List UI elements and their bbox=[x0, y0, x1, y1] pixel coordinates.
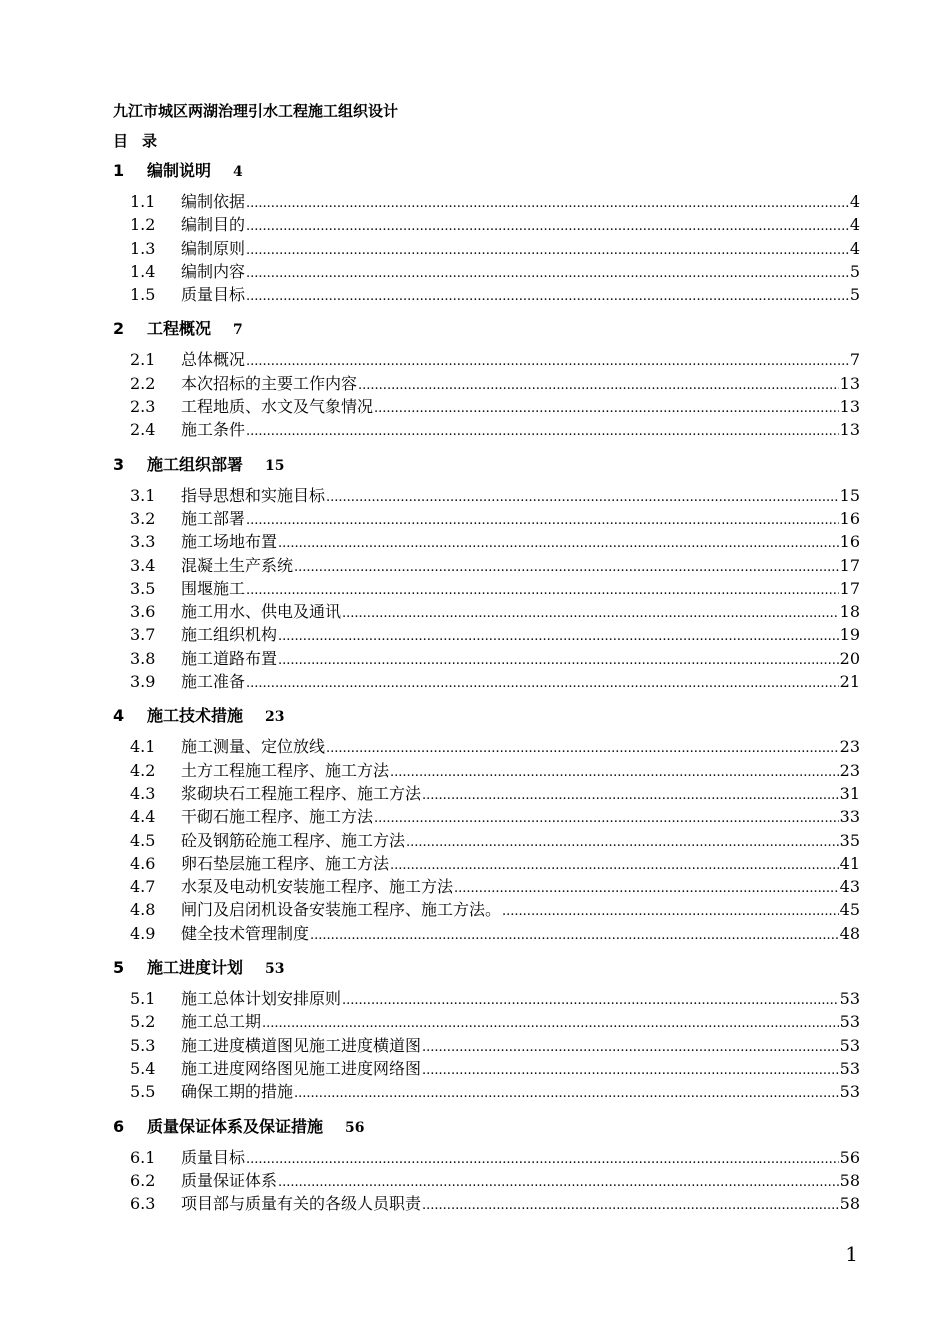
entry-page: 4 bbox=[849, 238, 860, 258]
toc-section-heading[interactable] bbox=[113, 158, 860, 184]
section-page: 53 bbox=[265, 961, 285, 978]
toc-entry[interactable] bbox=[113, 1034, 860, 1057]
entry-number: 5.3 bbox=[130, 1035, 156, 1055]
entry-page: 58 bbox=[839, 1194, 860, 1214]
section-page: 4 bbox=[233, 164, 243, 180]
entry-page: 56 bbox=[839, 1147, 860, 1167]
toc-section-heading[interactable] bbox=[113, 316, 860, 342]
dot-leader bbox=[326, 486, 839, 509]
entry-number: 2.3 bbox=[130, 397, 156, 417]
section-page: 7 bbox=[233, 322, 243, 339]
section-number: 2 bbox=[113, 319, 125, 339]
section-number: 3 bbox=[113, 454, 125, 474]
dot-leader bbox=[390, 761, 839, 784]
entry-number: 3.3 bbox=[130, 532, 156, 552]
entry-title: 编制原则 bbox=[181, 238, 246, 258]
entry-page: 5 bbox=[849, 285, 860, 305]
entry-number: 1.2 bbox=[130, 215, 156, 235]
entry-page: 21 bbox=[839, 672, 860, 692]
toc-entry[interactable] bbox=[113, 577, 860, 600]
toc-entry[interactable] bbox=[113, 735, 860, 758]
entry-number: 3.5 bbox=[130, 578, 156, 598]
entry-title: 水泵及电动机安装施工程序、施工方法 bbox=[181, 877, 454, 897]
toc-entry[interactable] bbox=[113, 213, 860, 236]
entry-page: 16 bbox=[839, 532, 860, 552]
toc-section bbox=[113, 955, 860, 1103]
entry-number: 2.2 bbox=[130, 373, 156, 393]
toc-entry[interactable] bbox=[113, 1080, 860, 1103]
entry-page: 23 bbox=[839, 760, 860, 780]
section-number: 6 bbox=[113, 1116, 125, 1136]
entry-number: 4.4 bbox=[130, 807, 156, 827]
toc-entry[interactable] bbox=[113, 372, 860, 395]
dot-leader bbox=[278, 532, 839, 555]
entry-page: 13 bbox=[839, 420, 860, 440]
section-title: 施工组织部署 bbox=[147, 454, 244, 474]
dot-leader bbox=[246, 509, 839, 532]
toc-entry[interactable] bbox=[113, 875, 860, 898]
toc-heading-char-2: 录 bbox=[142, 132, 158, 150]
entry-title: 施工总工期 bbox=[181, 1012, 262, 1032]
section-page: 15 bbox=[265, 457, 285, 474]
entry-page: 45 bbox=[839, 900, 860, 920]
dot-leader bbox=[246, 1148, 839, 1171]
entry-page: 53 bbox=[839, 1012, 860, 1032]
toc-entry[interactable] bbox=[113, 987, 860, 1010]
entry-title: 编制目的 bbox=[181, 215, 246, 235]
section-number: 1 bbox=[113, 161, 125, 180]
entry-title: 施工部署 bbox=[181, 508, 246, 528]
dot-leader bbox=[374, 397, 839, 420]
toc-section-heading[interactable] bbox=[113, 452, 860, 478]
entry-number: 5.1 bbox=[130, 989, 156, 1009]
dot-leader bbox=[390, 854, 839, 877]
entry-number: 5.2 bbox=[130, 1012, 156, 1032]
entry-page: 53 bbox=[839, 989, 860, 1009]
dot-leader bbox=[502, 900, 839, 923]
entry-title: 总体概况 bbox=[181, 350, 246, 370]
entry-page: 43 bbox=[839, 877, 860, 897]
entry-title: 项目部与质量有关的各级人员职责 bbox=[181, 1194, 422, 1214]
entry-number: 4.3 bbox=[130, 783, 156, 803]
entry-title: 施工条件 bbox=[181, 420, 246, 440]
entry-number: 3.2 bbox=[130, 508, 156, 528]
toc-entry[interactable] bbox=[113, 782, 860, 805]
section-title: 施工技术措施 bbox=[147, 706, 244, 726]
toc-entry[interactable] bbox=[113, 898, 860, 921]
dot-leader bbox=[310, 924, 839, 947]
toc-entry[interactable] bbox=[113, 283, 860, 306]
entry-number: 3.8 bbox=[130, 648, 156, 668]
entry-page: 7 bbox=[849, 350, 860, 370]
dot-leader bbox=[294, 556, 839, 579]
entry-title: 质量目标 bbox=[181, 1147, 246, 1167]
dot-leader bbox=[278, 1171, 839, 1194]
dot-leader bbox=[246, 239, 849, 262]
toc-entry[interactable] bbox=[113, 805, 860, 828]
toc-entry[interactable] bbox=[113, 623, 860, 646]
toc-entry[interactable] bbox=[113, 530, 860, 553]
toc-entry[interactable] bbox=[113, 1169, 860, 1192]
entry-number: 2.4 bbox=[130, 420, 156, 440]
dot-leader bbox=[358, 374, 839, 397]
section-number: 5 bbox=[113, 958, 125, 978]
entry-number: 3.9 bbox=[130, 672, 156, 692]
toc-section bbox=[113, 703, 860, 945]
entry-title: 土方工程施工程序、施工方法 bbox=[181, 760, 390, 780]
document-title: 九江市城区两湖治理引水工程施工组织设计 bbox=[113, 102, 399, 120]
entry-title: 健全技术管理制度 bbox=[181, 923, 310, 943]
section-page: 23 bbox=[265, 709, 285, 726]
entry-page: 19 bbox=[839, 625, 860, 645]
entry-title: 质量保证体系 bbox=[181, 1170, 278, 1190]
dot-leader bbox=[246, 579, 839, 602]
dot-leader bbox=[342, 602, 839, 625]
entry-number: 1.1 bbox=[130, 192, 156, 211]
entry-page: 4 bbox=[849, 215, 860, 235]
entry-number: 3.4 bbox=[130, 555, 156, 575]
entry-page: 48 bbox=[839, 923, 860, 943]
toc-entry[interactable] bbox=[113, 190, 860, 213]
dot-leader bbox=[406, 831, 839, 854]
entry-number: 4.5 bbox=[130, 830, 156, 850]
entry-title: 围堰施工 bbox=[181, 578, 246, 598]
dot-leader bbox=[246, 262, 849, 285]
entry-title: 施工场地布置 bbox=[181, 532, 278, 552]
toc-entry[interactable] bbox=[113, 260, 860, 283]
entry-page: 33 bbox=[839, 807, 860, 827]
section-title: 施工进度计划 bbox=[147, 958, 244, 978]
toc-entry[interactable] bbox=[113, 670, 860, 693]
toc-entry[interactable] bbox=[113, 600, 860, 623]
entry-page: 17 bbox=[839, 578, 860, 598]
entry-page: 20 bbox=[839, 648, 860, 668]
toc-entry[interactable] bbox=[113, 1010, 860, 1033]
entry-number: 3.6 bbox=[130, 602, 156, 622]
entry-page: 13 bbox=[839, 397, 860, 417]
entry-number: 4.6 bbox=[130, 853, 156, 873]
entry-number: 6.1 bbox=[130, 1147, 156, 1167]
entry-number: 3.1 bbox=[130, 485, 156, 505]
dot-leader bbox=[262, 1012, 839, 1035]
entry-page: 53 bbox=[839, 1082, 860, 1102]
entry-number: 2.1 bbox=[130, 350, 156, 370]
dot-leader bbox=[454, 877, 839, 900]
entry-number: 4.1 bbox=[130, 737, 156, 757]
dot-leader bbox=[246, 420, 839, 443]
entry-title: 编制依据 bbox=[181, 192, 246, 211]
entry-page: 53 bbox=[839, 1058, 860, 1078]
entry-number: 1.4 bbox=[130, 261, 156, 281]
entry-page: 35 bbox=[839, 830, 860, 850]
toc-heading bbox=[113, 130, 157, 151]
toc-entry[interactable] bbox=[113, 852, 860, 875]
dot-leader bbox=[278, 649, 839, 672]
toc-section-heading[interactable] bbox=[113, 1114, 860, 1140]
dot-leader bbox=[246, 215, 849, 238]
entry-title: 施工进度横道图见施工进度横道图 bbox=[181, 1035, 422, 1055]
toc-entry[interactable] bbox=[113, 1146, 860, 1169]
entry-title: 指导思想和实施目标 bbox=[181, 485, 326, 505]
entry-title: 施工总体计划安排原则 bbox=[181, 989, 342, 1009]
dot-leader bbox=[246, 192, 849, 215]
entry-number: 6.3 bbox=[130, 1194, 156, 1214]
entry-title: 施工进度网络图见施工进度网络图 bbox=[181, 1058, 422, 1078]
dot-leader bbox=[246, 672, 839, 695]
entry-title: 施工测量、定位放线 bbox=[181, 737, 326, 757]
entry-title: 施工道路布置 bbox=[181, 648, 278, 668]
toc-entry[interactable] bbox=[113, 922, 860, 945]
entry-page: 17 bbox=[839, 555, 860, 575]
entry-page: 58 bbox=[839, 1170, 860, 1190]
entry-number: 5.4 bbox=[130, 1058, 156, 1078]
toc-entry[interactable] bbox=[113, 759, 860, 782]
dot-leader bbox=[342, 989, 839, 1012]
toc-section-heading[interactable] bbox=[113, 703, 860, 729]
dot-leader bbox=[422, 784, 839, 807]
toc-section-heading[interactable] bbox=[113, 955, 860, 981]
dot-leader bbox=[422, 1059, 839, 1082]
table-of-contents bbox=[113, 158, 860, 1215]
entry-number: 1.5 bbox=[130, 285, 156, 305]
toc-entry[interactable] bbox=[113, 395, 860, 418]
entry-title: 卵石垫层施工程序、施工方法 bbox=[181, 853, 390, 873]
entry-title: 本次招标的主要工作内容 bbox=[181, 373, 358, 393]
dot-leader bbox=[374, 807, 839, 830]
toc-entry[interactable] bbox=[113, 1192, 860, 1215]
entry-title: 干砌石施工程序、施工方法 bbox=[181, 807, 374, 827]
entry-title: 确保工期的措施 bbox=[181, 1082, 294, 1102]
entry-title: 工程地质、水文及气象情况 bbox=[181, 397, 374, 417]
dot-leader bbox=[278, 625, 839, 648]
toc-entry[interactable] bbox=[113, 554, 860, 577]
entry-page: 53 bbox=[839, 1035, 860, 1055]
entry-title: 编制内容 bbox=[181, 261, 246, 281]
entry-title: 混凝土生产系统 bbox=[181, 555, 294, 575]
dot-leader bbox=[246, 350, 849, 373]
toc-entry[interactable] bbox=[113, 348, 860, 371]
entry-number: 4.9 bbox=[130, 923, 156, 943]
entry-page: 4 bbox=[849, 192, 860, 211]
toc-entry[interactable] bbox=[113, 484, 860, 507]
entry-title: 施工组织机构 bbox=[181, 625, 278, 645]
toc-entry[interactable] bbox=[113, 237, 860, 260]
entry-title: 浆砌块石工程施工程序、施工方法 bbox=[181, 783, 422, 803]
entry-page: 23 bbox=[839, 737, 860, 757]
toc-heading-char-1: 目 bbox=[113, 132, 129, 150]
entry-page: 15 bbox=[839, 485, 860, 505]
entry-title: 闸门及启闭机设备安装施工程序、施工方法。 bbox=[181, 900, 502, 920]
section-title: 质量保证体系及保证措施 bbox=[147, 1116, 324, 1136]
page-number: 1 bbox=[845, 1242, 858, 1266]
entry-number: 4.2 bbox=[130, 760, 156, 780]
section-page: 56 bbox=[345, 1119, 365, 1136]
entry-number: 1.3 bbox=[130, 238, 156, 258]
toc-entry[interactable] bbox=[113, 647, 860, 670]
entry-page: 41 bbox=[839, 853, 860, 873]
entry-number: 4.8 bbox=[130, 900, 156, 920]
toc-entry[interactable] bbox=[113, 829, 860, 852]
entry-title: 质量目标 bbox=[181, 285, 246, 305]
toc-entry[interactable] bbox=[113, 1057, 860, 1080]
toc-entry[interactable] bbox=[113, 507, 860, 530]
entry-page: 13 bbox=[839, 373, 860, 393]
toc-section bbox=[113, 158, 860, 306]
dot-leader bbox=[422, 1194, 839, 1217]
entry-number: 4.7 bbox=[130, 877, 156, 897]
entry-number: 5.5 bbox=[130, 1082, 156, 1102]
entry-page: 18 bbox=[839, 602, 860, 622]
entry-number: 6.2 bbox=[130, 1170, 156, 1190]
section-number: 4 bbox=[113, 706, 125, 726]
toc-entry[interactable] bbox=[113, 418, 860, 441]
entry-title: 施工准备 bbox=[181, 672, 246, 692]
entry-page: 16 bbox=[839, 508, 860, 528]
entry-page: 31 bbox=[839, 783, 860, 803]
toc-section bbox=[113, 452, 860, 694]
dot-leader bbox=[326, 737, 839, 760]
entry-title: 砼及钢筋砼施工程序、施工方法 bbox=[181, 830, 406, 850]
entry-page: 5 bbox=[849, 261, 860, 281]
entry-number: 3.7 bbox=[130, 625, 156, 645]
toc-section bbox=[113, 316, 860, 441]
toc-section bbox=[113, 1114, 860, 1216]
dot-leader bbox=[294, 1082, 839, 1105]
section-title: 编制说明 bbox=[147, 161, 212, 180]
dot-leader bbox=[422, 1036, 839, 1059]
dot-leader bbox=[246, 285, 849, 308]
entry-title: 施工用水、供电及通讯 bbox=[181, 602, 342, 622]
section-title: 工程概况 bbox=[147, 319, 212, 339]
